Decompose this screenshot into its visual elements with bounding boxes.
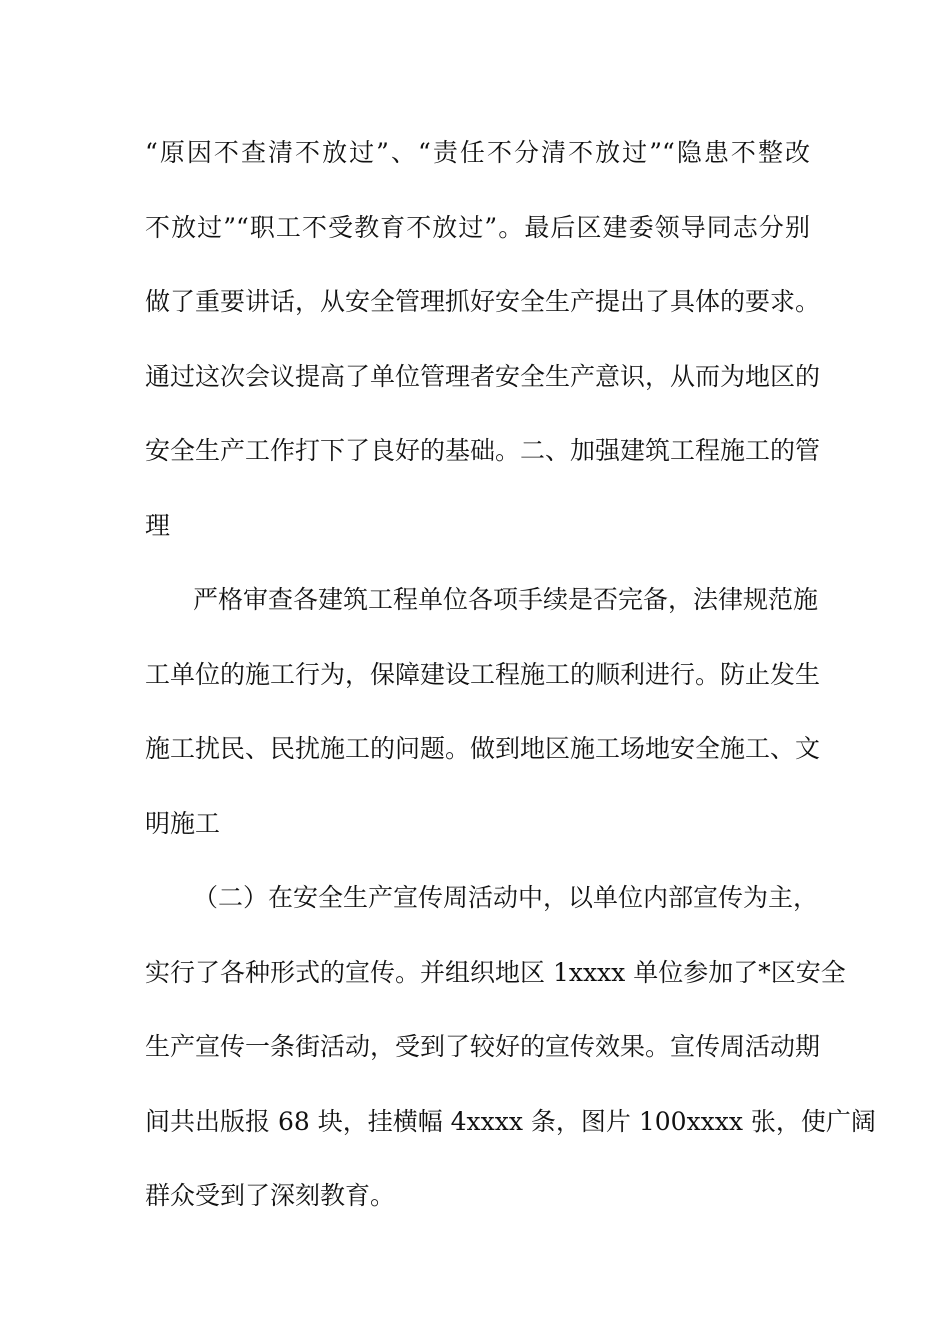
- paragraph-start-line: （二）在安全生产宣传周活动中，以单位内部宣传为主，: [193, 883, 819, 912]
- text-line: 生产宣传一条街活动，受到了较好的宣传效果。宣传周活动期: [145, 1032, 821, 1061]
- text-line: 安全生产工作打下了良好的基础。二、加强建筑工程施工的管: [145, 436, 821, 465]
- text-line: 工单位的施工行为，保障建设工程施工的顺利进行。防止发生: [145, 659, 821, 689]
- text-line: “原因不查清不放过”、“责任不分清不放过”“隐患不整改: [145, 138, 810, 167]
- text-line: 实行了各种形式的宣传。并组织地区 1xxxx 单位参加了*区安全: [145, 957, 846, 987]
- body-text: [145, 130, 876, 1248]
- text-line: 做了重要讲话，从安全管理抓好安全生产提出了具体的要求。: [145, 287, 821, 316]
- text-line: 明施工: [145, 808, 221, 838]
- paragraph-start-line: 严格审查各建筑工程单位各项手续是否完备，法律规范施: [193, 585, 819, 614]
- text-line: 间共出版报 68 块，挂横幅 4xxxx 条，图片 100xxxx 张，使广阔: [145, 1106, 876, 1136]
- text-line: 通过这次会议提高了单位管理者安全生产意识，从而为地区的: [145, 361, 821, 391]
- text-line: 不放过”“职工不受教育不放过”。最后区建委领导同志分别: [145, 212, 810, 242]
- text-line: 理: [145, 510, 171, 540]
- text-line: 群众受到了深刻教育。: [145, 1181, 396, 1210]
- text-line: 施工扰民、民扰施工的问题。做到地区施工场地安全施工、文: [145, 734, 821, 763]
